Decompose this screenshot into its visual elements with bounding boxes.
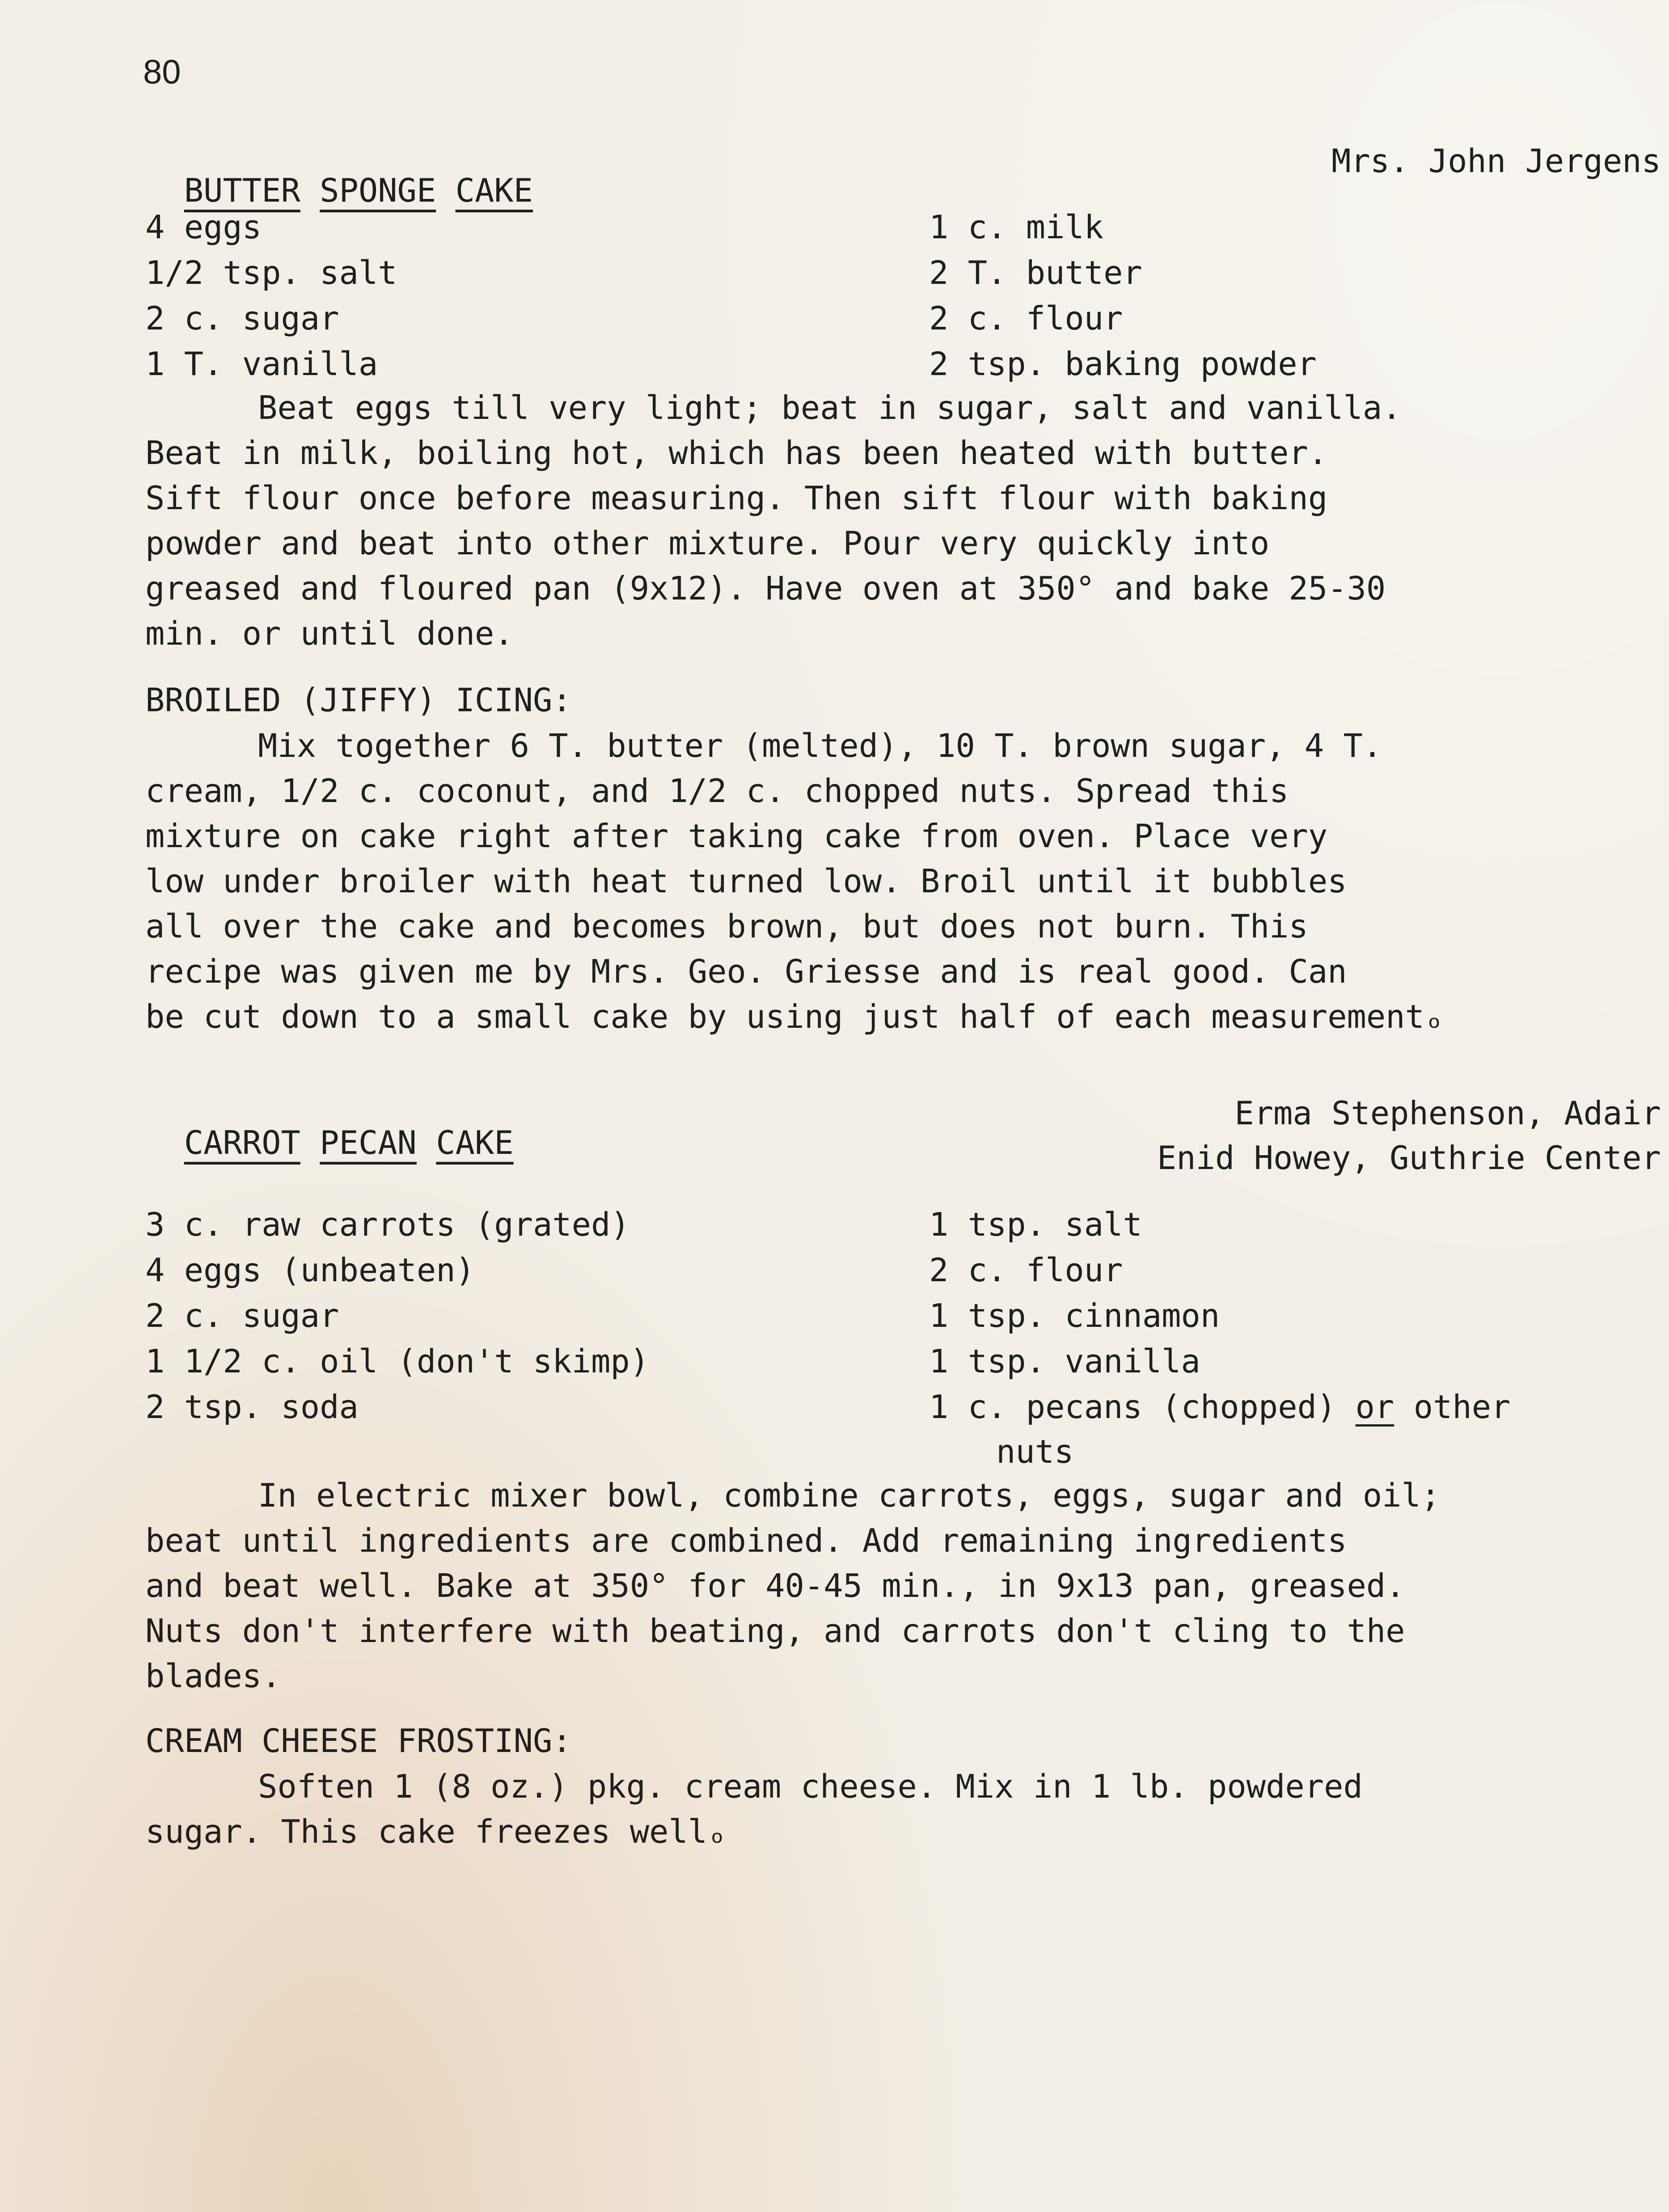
ingredient: 1 tsp. cinnamon	[929, 1297, 1220, 1334]
instruction-line: Beat eggs till very light; beat in sugar, salt and vanilla.	[258, 389, 1402, 426]
ingredient: 4 eggs	[145, 208, 262, 246]
icing-instructions	[145, 723, 1661, 1039]
ingredient: 1 T. vanilla	[145, 345, 378, 383]
ingredient-continuation: nuts	[996, 1433, 1074, 1470]
frosting-instructions	[145, 1764, 1661, 1854]
title-word: CARROT	[184, 1124, 300, 1161]
ingredient: 2 tsp. baking powder	[929, 345, 1317, 383]
instruction-line: powder and beat into other mixture. Pour very quickly into	[145, 524, 1270, 562]
title-word: SPONGE	[320, 172, 436, 209]
ingredient: 1 tsp. salt	[929, 1206, 1142, 1243]
ingredient: 2 c. flour	[929, 300, 1123, 337]
instruction-line: blades.	[145, 1657, 281, 1695]
title-word: CAKE	[436, 1124, 514, 1161]
recipe-title-butter-sponge-cake	[145, 142, 533, 207]
recipe-author: Erma Stephenson, Adair	[1234, 1094, 1661, 1132]
instruction-line: min. or until done.	[145, 615, 514, 652]
title-word: BUTTER	[184, 172, 300, 209]
recipe-author: Mrs. John Jergens	[1331, 142, 1661, 180]
recipe-author: Enid Howey, Guthrie Center	[1157, 1139, 1661, 1177]
instruction-line: Soften 1 (8 oz.) pkg. cream cheese. Mix in 1 lb. powdered	[258, 1768, 1363, 1805]
instruction-line: beat until ingredients are combined. Add remaining ingredients	[145, 1522, 1347, 1559]
instruction-line: Nuts don't interfere with beating, and carrots don't cling to the	[145, 1612, 1405, 1650]
ingredient: 4 eggs (unbeaten)	[145, 1251, 475, 1289]
instruction-line: Sift flour once before measuring. Then sift flour with baking	[145, 479, 1328, 517]
ingredient: 1 tsp. vanilla	[929, 1342, 1200, 1380]
recipe-title-carrot-pecan-cake	[145, 1094, 514, 1159]
instruction-line: all over the cake and becomes brown, but does not burn. This	[145, 908, 1308, 945]
instruction-line: low under broiler with heat turned low. Broil until it bubbles	[145, 862, 1347, 900]
page-number: 80	[143, 53, 181, 91]
recipe-instructions	[145, 385, 1661, 656]
title-word: CAKE	[455, 172, 533, 209]
instruction-line: greased and floured pan (9x12). Have oven at 350° and bake 25-30	[145, 570, 1386, 607]
ingredient-pecans	[929, 1388, 1510, 1426]
instruction-line: and beat well. Bake at 350° for 40-45 min., in 9x13 pan, greased.	[145, 1567, 1405, 1604]
instruction-line: In electric mixer bowl, combine carrots, eggs, sugar and oil;	[258, 1477, 1441, 1514]
instruction-line: mixture on cake right after taking cake from oven. Place very	[145, 817, 1328, 855]
instruction-line: Beat in milk, boiling hot, which has been heated with butter.	[145, 434, 1328, 472]
ingredient: 1 1/2 c. oil (don't skimp)	[145, 1342, 650, 1380]
title-word: PECAN	[320, 1124, 417, 1161]
ingredient: 2 c. sugar	[145, 300, 339, 337]
instruction-line: be cut down to a small cake by using just half of each measurementₒ	[145, 998, 1444, 1035]
ingredient: 2 tsp. soda	[145, 1388, 359, 1426]
instruction-line: Mix together 6 T. butter (melted), 10 T. brown sugar, 4 T.	[258, 727, 1382, 764]
ingredient: 2 c. flour	[929, 1251, 1123, 1289]
section-title-broiled-icing: BROILED (JIFFY) ICING:	[145, 681, 572, 719]
section-title-cream-cheese-frosting: CREAM CHEESE FROSTING:	[145, 1722, 572, 1760]
ingredient: 2 T. butter	[929, 254, 1142, 291]
ingredient: 2 c. sugar	[145, 1297, 339, 1334]
ingredient-text: other	[1394, 1388, 1511, 1426]
instruction-line: sugar. This cake freezes wellₒ	[145, 1813, 727, 1850]
recipe-instructions	[145, 1473, 1661, 1699]
ingredient: 3 c. raw carrots (grated)	[145, 1206, 630, 1243]
ingredient: 1/2 tsp. salt	[145, 254, 397, 291]
instruction-line: cream, 1/2 c. coconut, and 1/2 c. chopped nuts. Spread this	[145, 772, 1289, 810]
ingredient: 1 c. milk	[929, 208, 1104, 246]
ingredient-text: 1 c. pecans (chopped)	[929, 1388, 1356, 1426]
or-underlined: or	[1355, 1388, 1394, 1426]
instruction-line: recipe was given me by Mrs. Geo. Griesse and is real good. Can	[145, 953, 1347, 990]
